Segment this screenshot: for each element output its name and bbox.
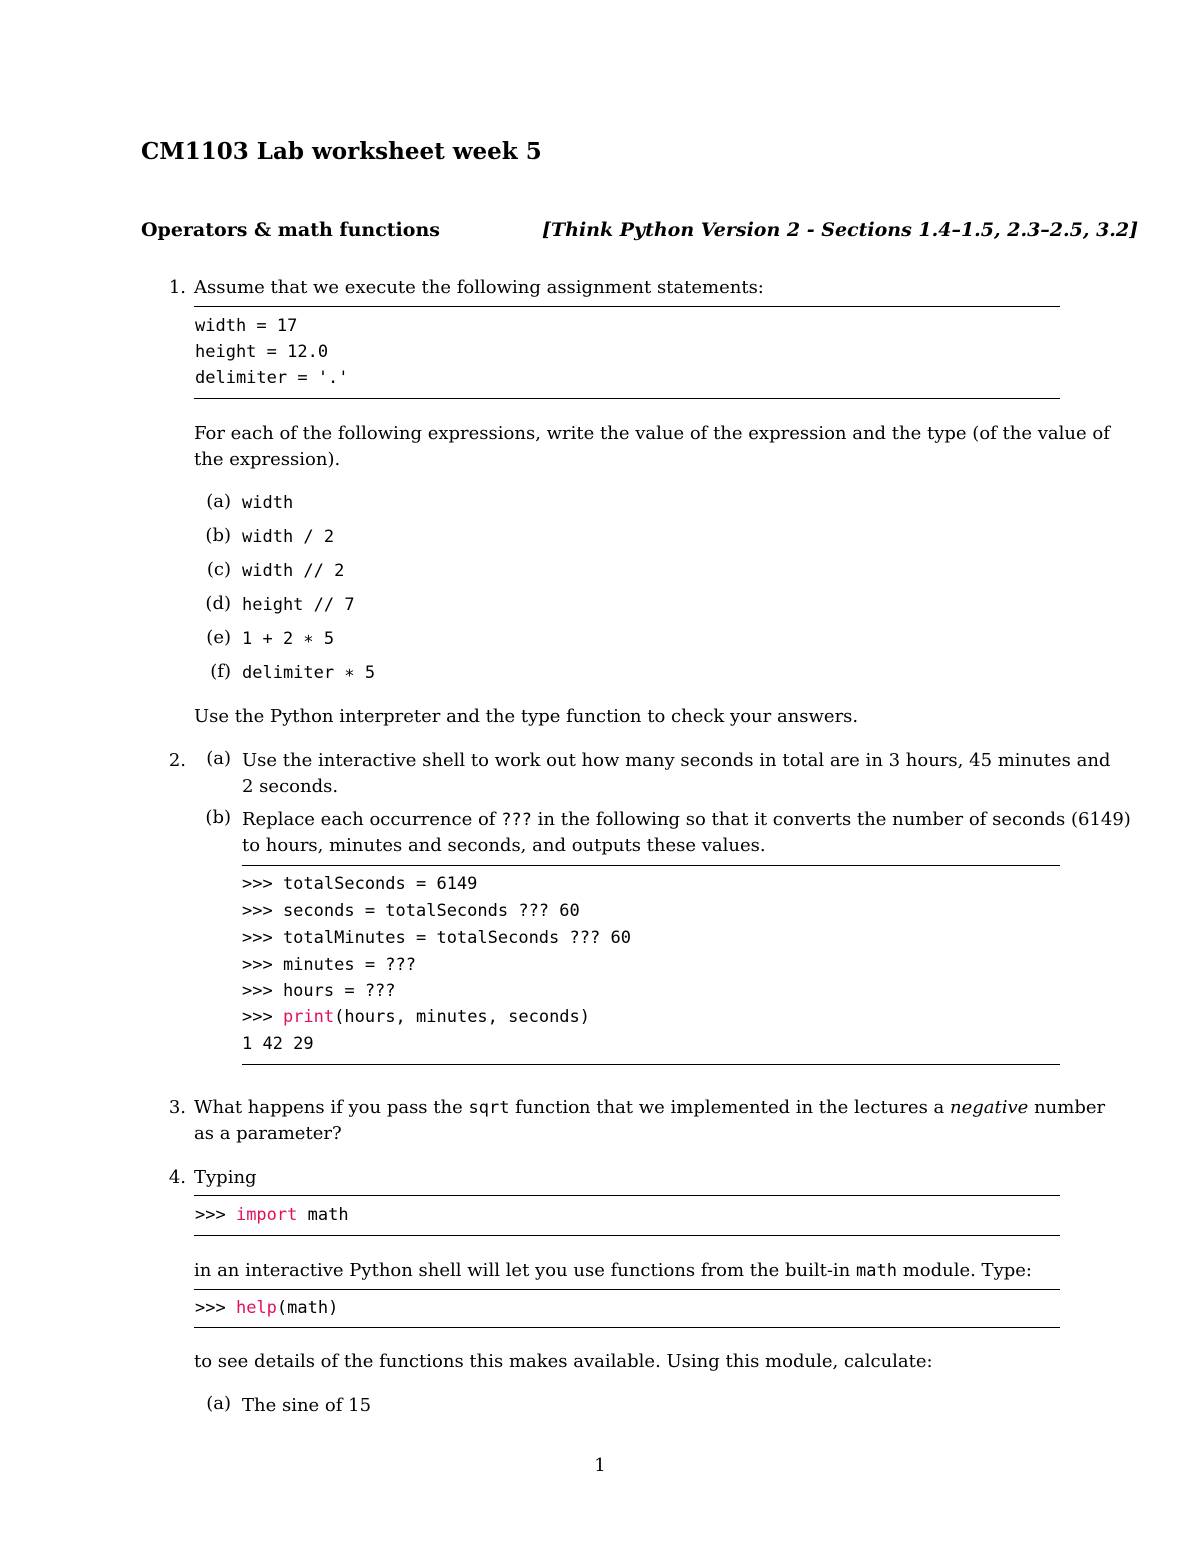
code-line: height = 12.0 xyxy=(195,342,329,362)
prompt: >>> xyxy=(242,1007,283,1027)
item-label: (e) xyxy=(206,627,231,648)
code-line: delimiter = '.' xyxy=(195,368,349,388)
q3-text-post: number xyxy=(1034,1097,1106,1118)
q2a-text: 2 seconds. xyxy=(242,776,339,797)
q1-instruction: For each of the following expressions, write the value of the expression and the type (of the value of xyxy=(194,423,1110,444)
q1-footer: Use the Python interpreter and the type function to check your answers. xyxy=(194,706,859,727)
keyword-help: help xyxy=(235,1298,277,1318)
code-line: >>> hours = ??? xyxy=(242,981,396,1001)
help-rest: (math) xyxy=(276,1298,339,1318)
prompt: >>> xyxy=(195,1205,236,1225)
q1-instruction: the expression). xyxy=(194,449,341,470)
code-output: 1 42 29 xyxy=(242,1034,314,1054)
prompt: >>> xyxy=(195,1298,236,1318)
code-line: >>> totalMinutes = totalSeconds ??? 60 xyxy=(242,928,631,948)
code-rule-bottom xyxy=(194,1235,1060,1236)
code-line xyxy=(242,1007,590,1027)
keyword-import: import xyxy=(235,1205,298,1225)
keyword-print: print xyxy=(282,1007,335,1027)
q3-text-mid: function that we implemented in the lectures a xyxy=(515,1097,945,1118)
q3-text-pre: What happens if you pass the xyxy=(194,1097,463,1118)
item-code: 1 + 2 ∗ 5 xyxy=(242,629,335,649)
q4-middle-post: module. Type: xyxy=(902,1260,1032,1281)
item-code: width xyxy=(242,493,294,513)
print-args: (hours, minutes, seconds) xyxy=(334,1007,591,1027)
item-code: delimiter ∗ 5 xyxy=(242,663,376,683)
q3-text xyxy=(194,1095,1105,1121)
code-rule-top xyxy=(242,865,1060,866)
code-line xyxy=(195,1205,349,1225)
q1-intro: Assume that we execute the following assignment statements: xyxy=(194,277,764,298)
item-label: (d) xyxy=(205,593,231,614)
item-label: (a) xyxy=(206,1393,231,1414)
q4-middle-pre: in an interactive Python shell will let you use functions from the built-in xyxy=(194,1260,851,1281)
code-rule-top xyxy=(194,306,1060,307)
question-number: 2. xyxy=(168,750,186,771)
section-reference: [Think Python Version 2 - Sections 1.4–1.5, 2.3–2.5, 3.2] xyxy=(542,219,1139,241)
item-code: width // 2 xyxy=(242,561,345,581)
q2a-text: Use the interactive shell to work out how many seconds in total are in 3 hours, 45 minutes and xyxy=(242,750,1111,771)
q2b-text: to hours, minutes and seconds, and outputs these values. xyxy=(242,835,766,856)
q2b-text-pre: Replace each occurrence of xyxy=(242,809,496,830)
item-code: height // 7 xyxy=(242,595,355,615)
item-label: (a) xyxy=(206,748,231,769)
q3-text: as a parameter? xyxy=(194,1123,342,1144)
code-rule-bottom xyxy=(242,1064,1060,1065)
page-number: 1 xyxy=(594,1455,606,1476)
page-title: CM1103 Lab worksheet week 5 xyxy=(141,138,542,165)
q2b-text-post: in the following so that it converts the number of seconds (6149) xyxy=(537,809,1131,830)
code-rule-bottom xyxy=(194,1327,1060,1328)
code-line: >>> totalSeconds = 6149 xyxy=(242,874,478,894)
inline-code: sqrt xyxy=(468,1098,510,1118)
emphasis: negative xyxy=(950,1097,1029,1118)
q2b-text xyxy=(242,807,1131,833)
code-line: >>> minutes = ??? xyxy=(242,955,416,975)
code-rule-bottom xyxy=(194,398,1060,399)
item-label: (c) xyxy=(206,559,231,580)
question-number: 3. xyxy=(168,1097,186,1118)
code-rule-top xyxy=(194,1289,1060,1290)
code-line xyxy=(195,1298,338,1318)
q4-after: to see details of the functions this makes available. Using this module, calculate: xyxy=(194,1351,933,1372)
import-rest: math xyxy=(297,1205,349,1225)
item-text: The sine of 15 xyxy=(242,1395,372,1416)
inline-code: ??? xyxy=(501,810,532,830)
q4-intro: Typing xyxy=(194,1167,257,1188)
code-line: width = 17 xyxy=(195,316,298,336)
q4-middle xyxy=(194,1258,1032,1284)
code-rule-top xyxy=(194,1195,1060,1196)
section-heading: Operators & math functions xyxy=(141,219,440,241)
item-label: (b) xyxy=(205,807,231,828)
item-label: (f) xyxy=(210,661,231,682)
item-label: (b) xyxy=(205,525,231,546)
question-number: 1. xyxy=(168,277,186,298)
code-line: >>> seconds = totalSeconds ??? 60 xyxy=(242,901,580,921)
inline-code: math xyxy=(856,1261,897,1281)
item-code: width / 2 xyxy=(242,527,335,547)
question-number: 4. xyxy=(168,1167,186,1188)
item-label: (a) xyxy=(206,491,231,512)
